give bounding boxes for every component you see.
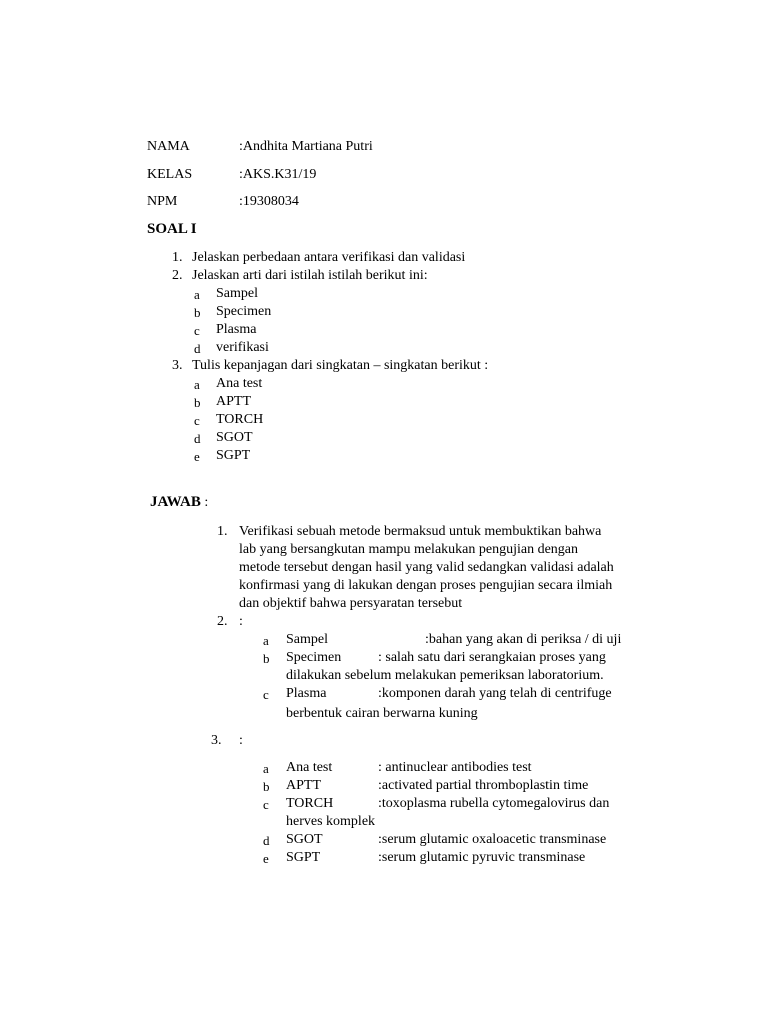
- answer-2-definition-continued: dilakukan sebelum melakukan pemeriksan laboratorium.: [286, 668, 604, 683]
- answer-3-term: SGPT: [286, 850, 321, 865]
- q2-item: Sampel: [216, 286, 258, 301]
- answer-3-definition: :serum glutamic oxaloacetic transminase: [378, 832, 607, 847]
- item-letter: e: [263, 851, 269, 866]
- answer-3-definition: :activated partial thromboplastin time: [378, 778, 589, 793]
- q2-item: verifikasi: [216, 340, 269, 355]
- question-number: 1.: [172, 250, 183, 265]
- q3-item: Ana test: [216, 376, 263, 391]
- answer-3-definition: :serum glutamic pyruvic transminase: [378, 850, 586, 865]
- item-letter: b: [263, 651, 270, 666]
- answer-3-term: SGOT: [286, 832, 323, 847]
- item-letter: b: [194, 395, 201, 410]
- question-1: Jelaskan perbedaan antara verifikasi dan validasi: [192, 250, 466, 265]
- answer-3-definition-continued: herves komplek: [286, 814, 376, 829]
- q2-item: Plasma: [216, 322, 257, 337]
- answer-2-term: Specimen: [286, 650, 342, 665]
- item-letter: e: [194, 449, 200, 464]
- item-letter: d: [194, 431, 201, 446]
- q3-item: APTT: [216, 394, 251, 409]
- question-2: Jelaskan arti dari istilah istilah berikut ini:: [192, 268, 428, 283]
- answer-1-line: lab yang bersangkutan mampu melakukan pengujian dengan: [239, 542, 579, 557]
- item-letter: c: [263, 797, 269, 812]
- question-number: 2.: [172, 268, 183, 283]
- q3-item: SGPT: [216, 448, 251, 463]
- answer-3-colon: :: [239, 733, 243, 748]
- item-letter: b: [194, 305, 201, 320]
- answer-1-line: dan objektif bahwa persyaratan tersebut: [239, 596, 463, 611]
- answer-3-term: TORCH: [286, 796, 334, 811]
- item-letter: c: [263, 687, 269, 702]
- kelas-value: :AKS.K31/19: [239, 167, 317, 182]
- item-letter: a: [194, 377, 200, 392]
- answer-number: 2.: [217, 614, 228, 629]
- answer-2-definition: : salah satu dari serangkaian proses yang: [378, 650, 606, 665]
- answer-3-term: Ana test: [286, 760, 333, 775]
- item-letter: c: [194, 323, 200, 338]
- q3-item: SGOT: [216, 430, 253, 445]
- answer-3-definition: :toxoplasma rubella cytomegalovirus dan: [378, 796, 610, 811]
- npm-value: :19308034: [239, 194, 299, 209]
- question-number: 3.: [172, 358, 183, 373]
- jawab-colon: :: [204, 495, 209, 510]
- answer-2-definition: :bahan yang akan di periksa / di uji: [425, 632, 622, 647]
- kelas-label: KELAS: [147, 167, 193, 182]
- answer-1-line: Verifikasi sebuah metode bermaksud untuk membuktikan bahwa: [239, 524, 602, 539]
- jawab-heading: [150, 493, 208, 512]
- item-letter: a: [263, 633, 269, 648]
- item-letter: d: [263, 833, 270, 848]
- answer-number: 3.: [211, 733, 222, 748]
- answer-2-colon: :: [239, 614, 243, 629]
- answer-2-definition: :komponen darah yang telah di centrifuge: [378, 686, 612, 701]
- answer-2-definition-continued: berbentuk cairan berwarna kuning: [286, 706, 478, 721]
- answer-number: 1.: [217, 524, 228, 539]
- item-letter: c: [194, 413, 200, 428]
- item-letter: a: [194, 287, 200, 302]
- answer-2-term: Sampel: [286, 632, 328, 647]
- question-3: Tulis kepanjagan dari singkatan – singkatan berikut :: [192, 358, 489, 373]
- answer-3-term: APTT: [286, 778, 321, 793]
- q3-item: TORCH: [216, 412, 264, 427]
- item-letter: d: [194, 341, 201, 356]
- item-letter: b: [263, 779, 270, 794]
- item-letter: a: [263, 761, 269, 776]
- answer-2-term: Plasma: [286, 686, 327, 701]
- nama-value: :Andhita Martiana Putri: [239, 139, 373, 154]
- soal-title: SOAL I: [147, 221, 197, 237]
- answer-1-line: konfirmasi yang di lakukan dengan proses pengujian secara ilmiah: [239, 578, 613, 593]
- answer-3-definition: : antinuclear antibodies test: [378, 760, 532, 775]
- answer-1-line: metode tersebut dengan hasil yang valid sedangkan validasi adalah: [239, 560, 614, 575]
- nama-label: NAMA: [147, 139, 190, 154]
- q2-item: Specimen: [216, 304, 272, 319]
- jawab-title: JAWAB: [150, 494, 201, 510]
- npm-label: NPM: [147, 194, 178, 209]
